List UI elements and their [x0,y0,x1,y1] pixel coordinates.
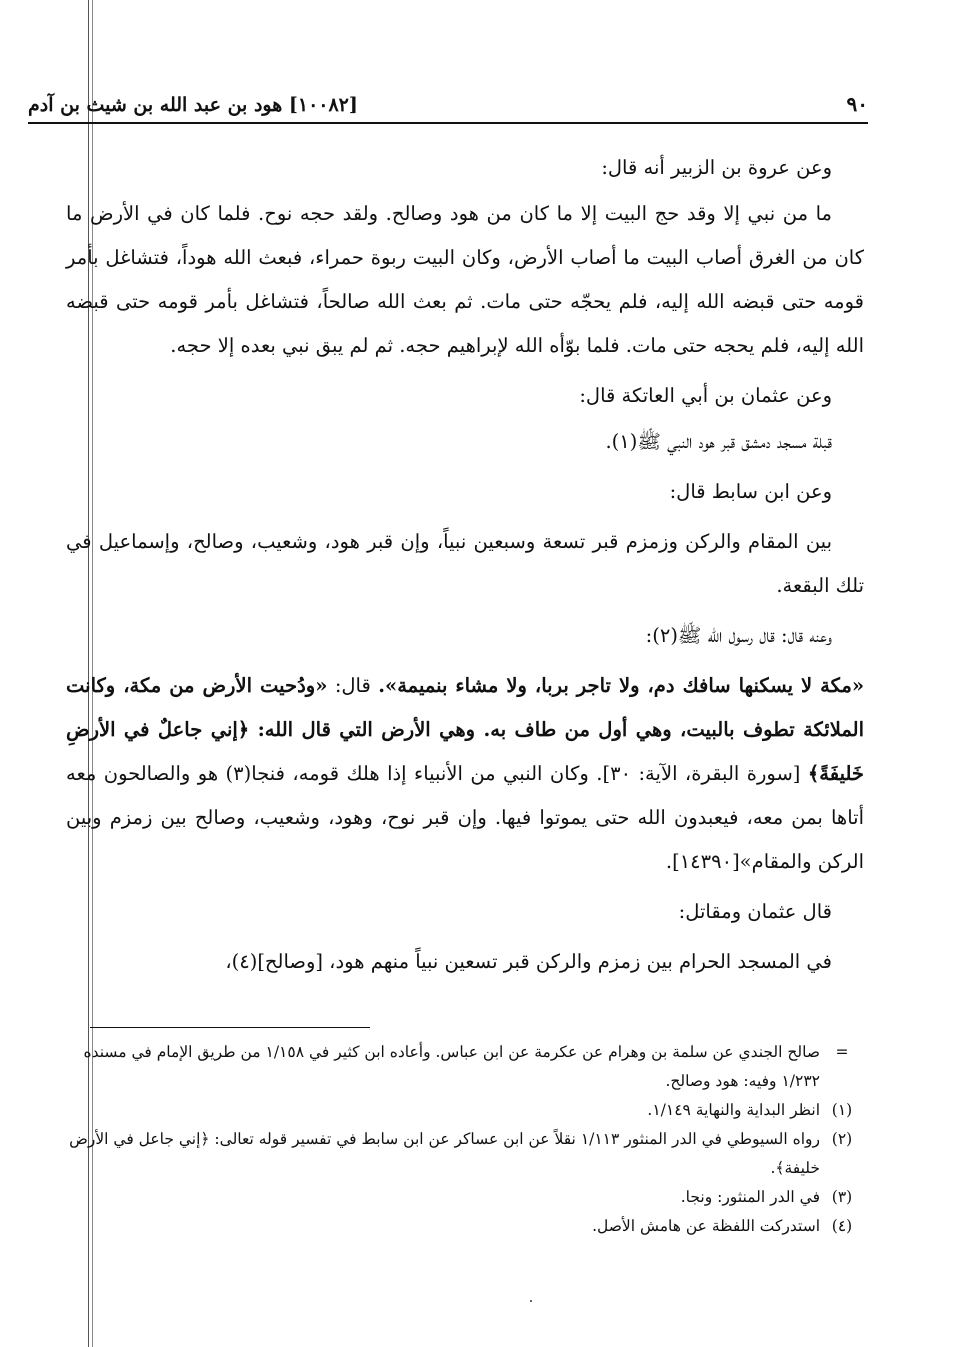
footnote-continued [66,1038,864,1096]
running-title: [١٠٠٨٢] هود بن عبد الله بن شيث بن آدم [28,94,358,116]
paragraph-9: قال عثمان ومقاتل: [678,900,832,923]
paragraph-1: وعن عروة بن الزبير أنه قال: [601,156,832,179]
footnote-text: انظر البداية والنهاية ١/١٤٩. [647,1101,820,1119]
footnote-mark: = [835,1043,849,1061]
footnote-text: استدركت اللفظة عن هامش الأصل. [592,1217,820,1235]
footnote-mark: (٤) [831,1217,853,1235]
page-number: ٩٠ [846,92,868,116]
paragraph-3: وعن عثمان بن أبي العاتكة قال: [579,384,832,407]
main-text [66,146,864,986]
page-header [28,82,868,124]
paragraph-10: في المسجد الحرام بين زمزم والركن قبر تسعين نبياً منهم هود، [وصالح](٤)، [225,950,832,973]
paragraph-7: وعنه قال: قال رسول الله ﷺ(٢): [645,624,832,647]
paragraph-5: وعن ابن سابط قال: [669,480,832,503]
hadith-connector: قال: [327,674,379,697]
hadith-continuation: [سورة البقرة، الآية: ٣٠]. وكان النبي من الأنبياء إذا هلك قومه، فنجا(٣) هو والصالحون معه أتاها بمن معه، فيعبدون الله حتى يموتوا فيها. وإن قبر نوح، وهود، وشعيب، وصالح بين زمزم وبين الركن والمقام»[١٤٣٩٠]. [66,762,864,873]
footnote-text: صالح الجندي عن سلمة بن وهرام عن عكرمة عن ابن عباس. وأعاده ابن كثير في ١/١٥٨ من طريق الإمام في مسنده ١/٢٣٢ وفيه: هود وصالح. [83,1043,820,1090]
paragraph-4: قبلة مسجد دمشق قبر هود النبي ﷺ(١). [605,430,832,453]
scan-speck [530,1300,532,1302]
paragraph-6: بين المقام والركن وزمزم قبر تسعة وسبعين نبياً، وإن قبر هود، وشعيب، وصالح، وإسماعيل في تلك البقعة. [66,530,864,597]
footnote-mark: (١) [831,1101,853,1119]
footnote-separator [90,1027,370,1028]
paragraph-2: ما من نبي إلا وقد حج البيت إلا ما كان من هود وصالح. ولقد حجه نوح. فلما كان في الأرض ما كان من الغرق أصاب البيت ما أصاب الأرض، وكان البيت ربوة حمراء، فبعث الله هوداً، فتشاغل بأمر قومه حتى قبضه الله إليه، فلم يحجّه حتى مات. ثم بعث الله صالحاً، فتشاغل بأمر قومه حتى قبضه الله إليه، فلم يحجه حتى مات. فلما بوّأه الله لإبراهيم حجه. ثم لم يبق نبي بعده إلا حجه. [66,202,864,357]
footnote-2 [66,1125,864,1183]
footnote-1 [66,1096,864,1125]
footnote-mark: (٣) [831,1188,853,1206]
footnotes [66,1038,864,1241]
hadith-quote-2: «ودُحيت الأرض من مكة، وكانت الملائكة تطوف بالبيت، وهي أول من طاف به. وهي الأرض التي قال الله: ﴿إني جاعلٌ في الأرضِ خَليفَةً﴾ [66,674,864,785]
footnote-mark: (٢) [831,1130,853,1148]
hadith-quote-1: «مكة لا يسكنها سافك دم، ولا تاجر بربا، ولا مشاء بنميمة». [378,674,865,697]
footnote-4 [66,1212,864,1241]
footnote-3 [66,1183,864,1212]
paragraph-8 [66,664,864,884]
footnote-text: في الدر المنثور: ونجا. [680,1188,820,1206]
footnote-text: رواه السيوطي في الدر المنثور ١/١١٣ نقلاً عن ابن عساكر عن ابن سابط في تفسير قوله تعالى: ﴿إني جاعل في الأرض خليفة﴾. [69,1130,820,1177]
